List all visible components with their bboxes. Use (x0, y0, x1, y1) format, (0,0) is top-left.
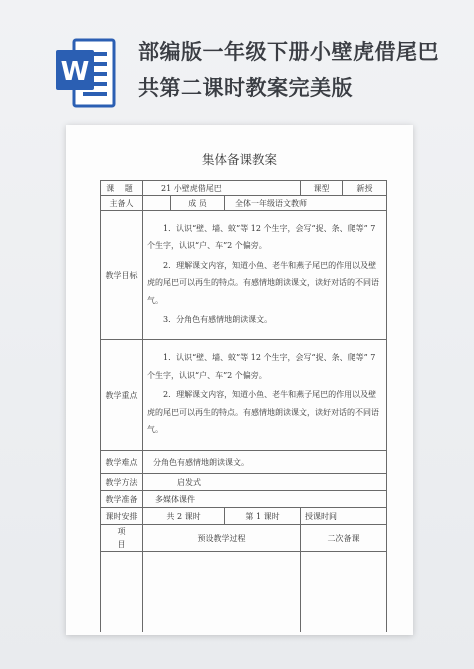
goal-item: 1．认识“壁、墙、蚊”等 12 个生字，会写“捉、条、爬等” 7 个生字，认识“户、车”2 个偏旁。 (147, 223, 376, 250)
row-preparer (101, 196, 387, 211)
preparer-value (143, 196, 171, 211)
footer-label: 项目 (101, 525, 143, 552)
difficulty-value: 分角色有感情地朗读课文。 (143, 451, 387, 474)
footer-process: 预设教学过程 (143, 525, 301, 552)
blank-cell (143, 552, 301, 633)
goals-content (143, 211, 387, 340)
footer-second: 二次备课 (301, 525, 387, 552)
key-points-label: 教学重点 (101, 340, 143, 451)
row-topic (101, 181, 387, 196)
row-schedule (101, 508, 387, 525)
difficulty-label: 教学难点 (101, 451, 143, 474)
schedule-time-label: 授课时间 (301, 508, 387, 525)
schedule-label: 课时安排 (101, 508, 143, 525)
type-label: 课型 (301, 181, 343, 196)
row-blank (101, 552, 387, 633)
row-key-points (101, 340, 387, 451)
row-difficulty (101, 451, 387, 474)
prep-value: 多媒体课件 (143, 491, 387, 508)
lesson-plan-table (100, 180, 387, 632)
members-value: 全体一年级语文教师 (225, 196, 387, 211)
goals-label: 教学目标 (101, 211, 143, 340)
key-point-item: 2．理解课文内容，知道小鱼、老牛和燕子尾巴的作用以及壁虎的尾巴可以再生的特点。有感情地朗读课文，读好对话的不同语气。 (147, 390, 379, 435)
row-method (101, 474, 387, 491)
word-letter: W (60, 57, 90, 87)
schedule-current: 第 1 课时 (225, 508, 301, 525)
row-prep (101, 491, 387, 508)
word-document-icon (56, 36, 116, 110)
document-page (66, 125, 413, 635)
topic-value: 21 小壁虎借尾巴 (143, 181, 301, 196)
prep-label: 教学准备 (101, 491, 143, 508)
goal-item: 2．理解课文内容，知道小鱼、老牛和燕子尾巴的作用以及壁虎的尾巴可以再生的特点。有感情地朗读课文，读好对话的不同语气。 (147, 260, 379, 305)
method-label: 教学方法 (101, 474, 143, 491)
members-label: 成 员 (171, 196, 225, 211)
topic-label: 课 题 (101, 181, 143, 196)
row-footer (101, 525, 387, 552)
key-point-item: 1．认识“壁、墙、蚊”等 12 个生字，会写“捉、条、爬等” 7 个生字，认识“户、车”2 个偏旁。 (147, 353, 376, 380)
preparer-label: 主备人 (101, 196, 143, 211)
row-goals (101, 211, 387, 340)
blank-cell (101, 552, 143, 633)
key-points-content (143, 340, 387, 451)
type-value: 新授 (343, 181, 387, 196)
blank-cell (301, 552, 387, 633)
document-title: 部编版一年级下册小壁虎借尾巴共第二课时教案完美版 (138, 40, 439, 100)
goal-item: 3．分角色有感情地朗读课文。 (163, 315, 273, 324)
page-heading: 集体备课教案 (201, 152, 277, 167)
method-value: 启发式 (143, 474, 387, 491)
schedule-total: 共 2 课时 (143, 508, 225, 525)
